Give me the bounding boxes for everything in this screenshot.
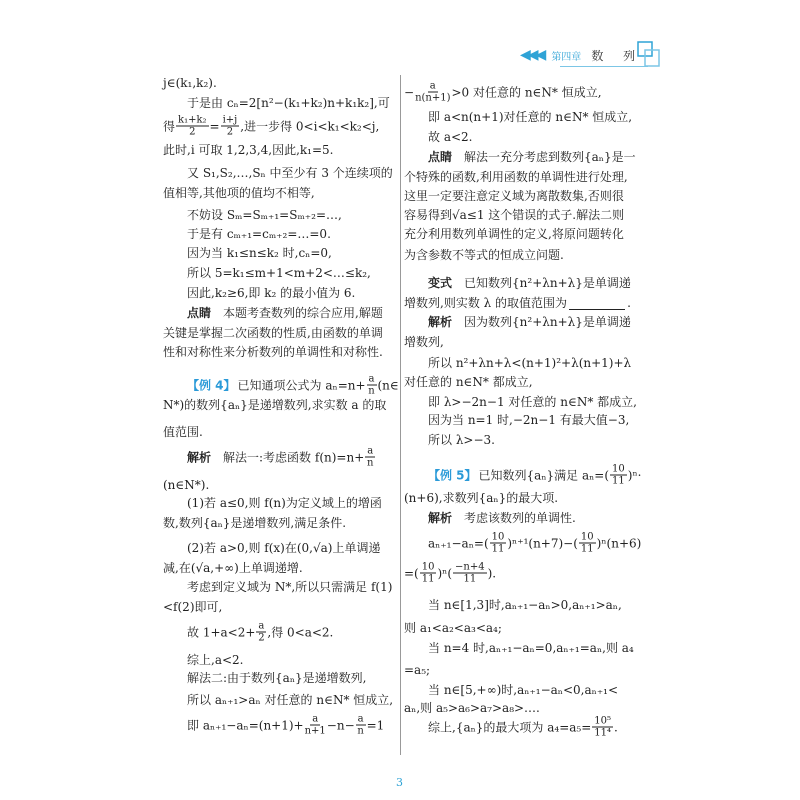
text-run: 得: [163, 119, 176, 133]
text-run: 已知数列{aₙ}满足 aₙ=(: [478, 468, 610, 482]
fraction-denominator: n(n+1): [415, 92, 451, 104]
section-label: 点睛: [187, 306, 212, 320]
text-line: [163, 560, 397, 576]
fraction-numerator: a: [357, 713, 364, 725]
text-run: −: [404, 85, 415, 99]
fraction-numerator: 10: [421, 561, 435, 573]
text-line: [404, 169, 638, 185]
text-run: )ⁿ(n+6): [596, 536, 642, 550]
text-line: [404, 597, 638, 613]
fraction-denominator: 11: [612, 475, 625, 487]
text-line: [404, 149, 638, 165]
text-run: aₙ,则 a₅>a₆>a₇>a₈>….: [404, 701, 540, 715]
text-run: 当 n∈[1,3]时,aₙ₊₁−aₙ>0,aₙ₊₁>aₙ,: [428, 598, 622, 612]
text-line: [163, 285, 397, 301]
fraction-numerator: 10⁵: [594, 715, 612, 727]
text-line: [404, 412, 638, 428]
text-line: [163, 621, 397, 644]
text-run: 因为当 k₁≤n≤k₂ 时,cₙ=0,: [187, 246, 332, 260]
text-line: [404, 247, 638, 263]
text-run: )ⁿ⁺¹(n+7)−(: [507, 536, 578, 550]
fraction-numerator: a: [367, 445, 374, 457]
text-run: 于是有 cₘ₊₁=cₘ₊₂=…=0.: [187, 227, 331, 241]
text-run: 所以 5=k₁≤m+1<m+2<…≤k₂,: [187, 266, 371, 280]
text-line: [163, 95, 397, 111]
text-run: 增数列,则实数 λ 的取值范围为: [404, 296, 568, 310]
text-line: [163, 305, 397, 321]
text-run: 本题考查数列的综合应用,解题: [223, 306, 383, 320]
fraction-denominator: 11: [421, 573, 435, 585]
text-run: 解法二:由于数列{aₙ}是递增数列,: [187, 671, 367, 685]
header-rule: [560, 66, 648, 67]
text-line: [404, 662, 638, 678]
text-run: (n+6),求数列{aₙ}的最大项.: [404, 491, 559, 505]
text-line: [163, 226, 397, 242]
column-divider: [400, 75, 401, 755]
fraction-numerator: a: [312, 713, 319, 725]
text-run: =: [209, 119, 220, 133]
fraction-denominator: 2: [258, 632, 265, 644]
fraction: [365, 446, 375, 469]
text-run: 考虑该数列的单调性.: [464, 511, 576, 525]
text-line: [163, 325, 397, 341]
fraction: [592, 716, 613, 739]
text-run: (n∈: [377, 378, 399, 392]
fraction-denominator: 11: [463, 573, 477, 585]
fraction-numerator: 10: [491, 531, 505, 543]
text-line: [404, 620, 638, 636]
text-run: 解法一充分考虑到数列{aₙ}是一: [464, 150, 636, 164]
fraction-numerator: i+j: [222, 114, 238, 126]
text-line: [404, 640, 638, 656]
text-line: [163, 714, 397, 737]
text-line: [404, 334, 638, 350]
text-run: 所以 λ>−3.: [428, 433, 495, 447]
text-line: [163, 185, 397, 201]
text-run: 关键是掌握二次函数的性质,由函数的单调: [163, 326, 383, 340]
text-run: 即 a<n(n+1)对任意的 n∈N* 恒成立,: [428, 110, 633, 124]
fraction: [420, 562, 437, 585]
text-run: 减,在(√a,+∞)上单调递增.: [163, 561, 303, 575]
text-line: [163, 75, 397, 91]
text-line: [404, 314, 638, 330]
text-run: 为含参数不等式的恒成立问题.: [404, 248, 564, 262]
text-run: 对任意的 n∈N* 都成立,: [404, 375, 533, 389]
text-line: [163, 245, 397, 261]
text-line: [404, 295, 638, 311]
text-line: [163, 265, 397, 281]
text-run: 综上,a<2.: [187, 653, 244, 667]
text-line: [404, 682, 638, 698]
text-run: 因为当 n=1 时,−2n−1 有最大值−3,: [428, 413, 630, 427]
text-run: 综上,{aₙ}的最大项为 a₄=a₅=: [428, 720, 592, 734]
text-line: [404, 463, 642, 487]
text-line: [163, 540, 397, 556]
text-run: 即 aₙ₊₁−aₙ=(n+1)+: [187, 718, 304, 732]
text-line: [163, 599, 397, 615]
text-line: [163, 515, 397, 531]
text-run: .: [614, 720, 618, 734]
text-run: 数,数列{aₙ}是递增数列,满足条件.: [163, 516, 347, 530]
page-number: 3: [396, 776, 403, 789]
text-line: [404, 109, 638, 125]
chevrons-icon: ◀◀◀: [520, 47, 544, 63]
fraction-numerator: −n+4: [455, 561, 485, 573]
answer-blank: [569, 297, 625, 310]
text-run: ).: [487, 566, 497, 580]
text-run: 不妨设 Sₘ=Sₘ₊₁=Sₘ₊₂=…,: [187, 208, 342, 222]
text-run: 故 a<2.: [428, 130, 473, 144]
text-line: [163, 446, 397, 469]
section-label: 解析: [428, 315, 453, 329]
fraction-denominator: n: [367, 457, 374, 469]
text-run: 充分利用数列单调性的定义,将原问题转化: [404, 227, 624, 241]
fraction: [579, 532, 596, 555]
fraction: [453, 562, 487, 585]
text-line: [163, 692, 397, 708]
text-run: (2)若 a>0,则 f(x)在(0,√a)上单调递: [187, 541, 381, 555]
text-line: [404, 716, 638, 739]
text-run: −n−: [326, 718, 355, 732]
fraction-numerator: 10: [612, 463, 625, 475]
text-run: =1: [366, 718, 385, 732]
text-run: 这里一定要注意定义域为离散数集,否则很: [404, 189, 624, 203]
fraction-denominator: 11⁴: [594, 727, 612, 739]
fraction-numerator: 10: [580, 531, 594, 543]
text-line: [163, 579, 397, 595]
text-line: [404, 374, 638, 390]
text-line: [404, 226, 638, 242]
text-run: )ⁿ(: [437, 566, 453, 580]
text-line: [404, 394, 638, 410]
text-line: [163, 670, 397, 686]
fraction: [256, 621, 266, 644]
text-run: 当 n∈[5,+∞)时,aₙ₊₁−aₙ<0,aₙ₊₁<: [428, 683, 619, 697]
text-run: 值范围.: [163, 425, 203, 439]
text-run: 当 n=4 时,aₙ₊₁−aₙ=0,aₙ₊₁=aₙ,则 a₄: [428, 641, 634, 655]
fraction-numerator: a: [368, 373, 375, 385]
text-line: [404, 81, 638, 104]
fraction: [610, 464, 627, 487]
text-line: [404, 129, 638, 145]
example-label: 【例 5】: [428, 468, 477, 482]
text-run: =(: [404, 566, 419, 580]
running-header: [520, 44, 643, 66]
fraction-denominator: 11: [580, 543, 594, 555]
text-line: [163, 115, 397, 138]
text-run: 又 S₁,S₂,…,Sₙ 中至少有 3 个连续项的: [187, 166, 393, 180]
text-run: =a₅;: [404, 663, 431, 677]
text-line: [163, 344, 397, 360]
fraction: [367, 374, 377, 397]
text-run: 容易得到√a≤1 这个错误的式子.解法二则: [404, 208, 625, 222]
text-run: >0 对任意的 n∈N* 恒成立,: [451, 85, 602, 99]
text-run: 性和对称性来分析数列的单调性和对称性.: [163, 345, 383, 359]
text-run: 个特殊的函数,利用函数的单调性进行处理,: [404, 170, 628, 184]
chapter-title: 数 列: [591, 48, 644, 63]
text-line: [404, 275, 638, 291]
text-line: [404, 490, 638, 506]
text-line: [404, 355, 638, 371]
fraction: [221, 115, 240, 138]
example-label: 【例 4】: [187, 378, 236, 392]
text-line: [404, 510, 638, 526]
text-line: [404, 562, 638, 585]
text-run: j∈(k₁,k₂).: [163, 76, 217, 90]
text-line: [163, 424, 397, 440]
fraction: [356, 714, 366, 737]
fraction-numerator: a: [429, 80, 436, 92]
fraction: [415, 81, 450, 104]
text-run: )ⁿ·: [627, 468, 642, 482]
text-line: [404, 700, 638, 716]
fraction-denominator: n+1: [304, 725, 326, 737]
text-run: 已知通项公式为 aₙ=n+: [237, 378, 366, 392]
text-run: 于是由 cₙ=2[n²−(k₁+k₂)n+k₁k₂],可: [187, 96, 390, 110]
text-line: [163, 477, 397, 493]
text-run: 此时,i 可取 1,2,3,4,因此,k₁=5.: [163, 143, 334, 157]
text-run: 则 a₁<a₂<a₃<a₄;: [404, 621, 502, 635]
text-line: [404, 207, 638, 223]
section-label: 变式: [428, 276, 453, 290]
fraction: [176, 115, 209, 138]
text-line: [163, 165, 397, 181]
fraction: [305, 714, 326, 737]
text-run: 值相等,其他项的值均不相等,: [163, 186, 315, 200]
text-line: [404, 432, 638, 448]
fraction: [490, 532, 507, 555]
text-run: 因此,k₂≥6,即 k₂ 的最小值为 6.: [187, 286, 356, 300]
text-run: (1)若 a≤0,则 f(n)为定义域上的增函: [187, 496, 382, 510]
section-label: 解析: [187, 450, 212, 464]
text-line: [163, 374, 397, 397]
text-run: 考虑到定义域为 N*,所以只需满足 f(1): [187, 580, 393, 594]
text-run: 即 λ>−2n−1 对任意的 n∈N* 都成立,: [428, 395, 637, 409]
text-line: [163, 142, 397, 158]
text-line: [404, 188, 638, 204]
text-run: N*)的数列{aₙ}是递增数列,求实数 a 的取: [163, 398, 387, 412]
text-run: (n∈N*).: [163, 478, 210, 492]
text-line: [163, 207, 397, 223]
text-run: 已知数列{n²+λn+λ}是单调递: [464, 276, 631, 290]
fraction-denominator: n: [368, 385, 375, 397]
text-run: ,进一步得 0<i<k₁<k₂<j,: [240, 119, 380, 133]
text-run: 增数列,: [404, 335, 444, 349]
text-run: 故 1+a<2+: [187, 625, 256, 639]
text-run: 所以 aₙ₊₁>aₙ 对任意的 n∈N* 恒成立,: [187, 693, 394, 707]
text-run: <f(2)即可,: [163, 600, 223, 614]
text-run: 因为数列{n²+λn+λ}是单调递: [464, 315, 631, 329]
fraction-denominator: n: [357, 725, 364, 737]
section-label: 点睛: [428, 150, 453, 164]
text-line: [163, 495, 397, 511]
text-run: 所以 n²+λn+λ<(n+1)²+λ(n+1)+λ: [428, 356, 632, 370]
chapter-label: 第四章: [551, 51, 582, 63]
fraction-numerator: k₁+k₂: [178, 114, 207, 126]
fraction-denominator: 2: [226, 126, 234, 138]
text-line: [163, 652, 397, 668]
text-run: 解法一:考虑函数 f(n)=n+: [223, 450, 365, 464]
text-line: [404, 531, 642, 555]
text-run: ,得 0<a<2.: [267, 625, 334, 639]
text-line: [163, 397, 397, 413]
fraction-numerator: a: [258, 620, 265, 632]
section-label: 解析: [428, 511, 453, 525]
text-run: aₙ₊₁−aₙ=(: [428, 536, 489, 550]
fraction-denominator: 11: [491, 543, 505, 555]
text-run: .: [627, 296, 631, 310]
decorative-squares-icon: [636, 36, 662, 70]
fraction-denominator: 2: [189, 126, 196, 138]
